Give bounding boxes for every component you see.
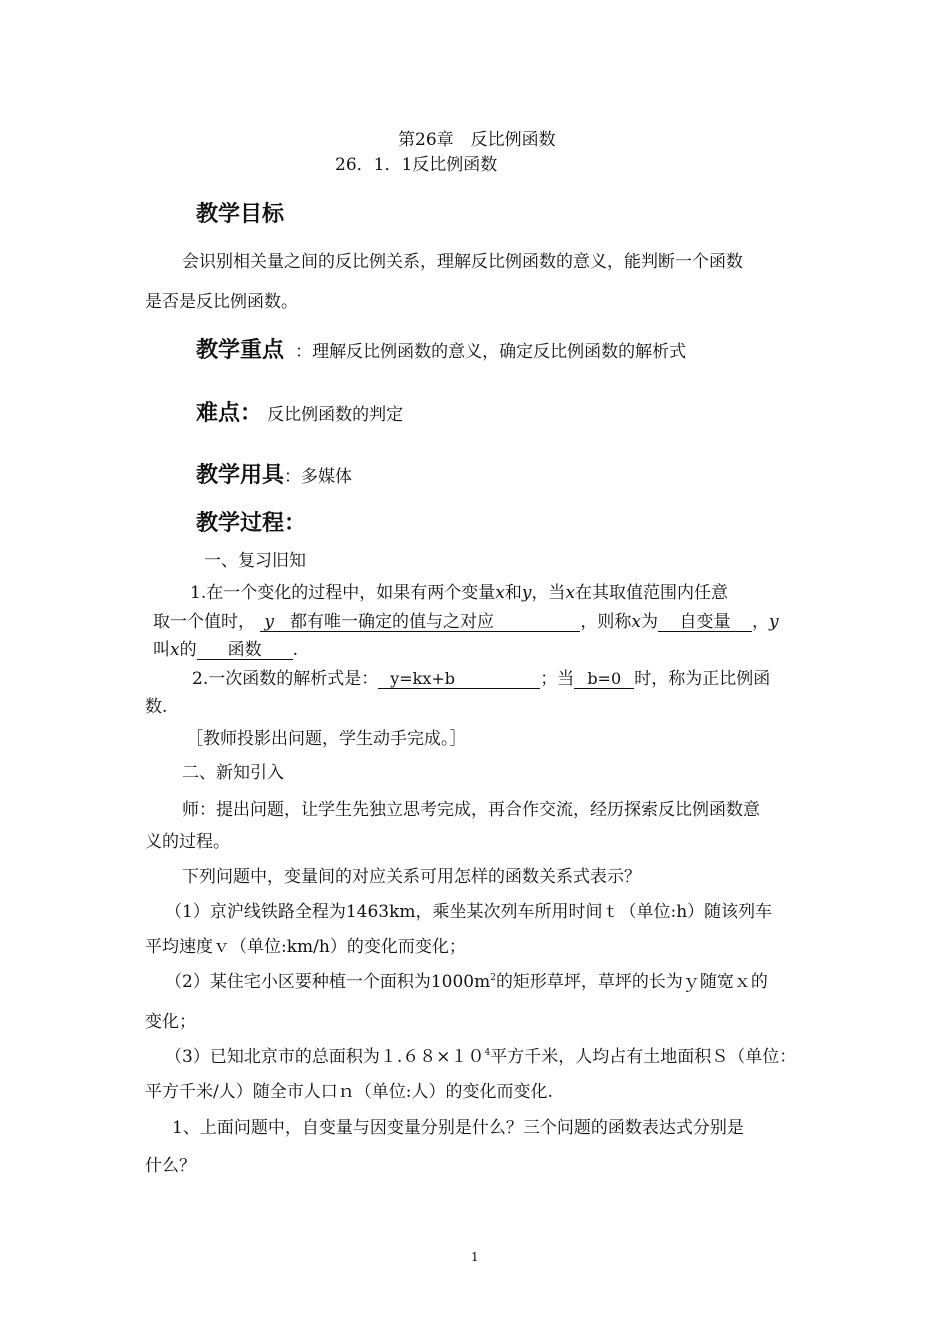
blank-function: 函数 [197,641,293,660]
intro-title: 二、新知引入 [182,763,284,783]
section-title: 26．1．1反比例函数 [335,155,498,175]
p3-text-b: 平方千米，人均占有土地面积Ｓ（单位： [490,1047,797,1067]
p2-text-b: 的矩形草坪，草坪的长为ｙ随宽ｘ的 [495,972,768,992]
q1-text-b: ，当 [531,583,566,603]
q2-text-b: ；当 [540,669,575,689]
var-y-2: y [769,612,779,632]
tools-heading: 教学用具 [196,463,285,488]
p2-text-a: （2）某住宅小区要种植一个面积为1000m [165,972,491,992]
intro-question: 下列问题中，变量间的对应关系可用怎样的函数关系式表示？ [182,867,641,887]
var-x: x [495,583,505,603]
blank-b0: b=0 [574,670,634,689]
var-x-3: x [631,612,641,632]
q1-as: 为 [641,612,658,632]
review-note: ［教师投影出问题，学生动手完成。］ [186,729,467,749]
process-heading: 教学过程： [196,511,307,536]
blank-independent: 自变量 [658,613,752,632]
teacher-line2: 义的过程。 [145,832,230,852]
q1-line2-text: 取一个值时， [153,612,255,632]
review-q2-line2: 数. [145,697,168,717]
problem1-line2: 平均速度ｖ（单位:km/h）的变化而变化； [145,937,466,957]
problem2-line1 [165,967,768,992]
q1-end: . [292,640,298,660]
blank-y: y [264,612,275,632]
difficulty-text: 反比例函数的判定 [267,405,404,425]
q2-text-a: 2.一次函数的解析式是： [192,669,379,689]
p2-superscript: 2 [490,973,496,983]
teacher-line1: 师：提出问题，让学生先独立思考完成，再合作交流，经历探索反比例函数意 [182,800,760,820]
goal-text-line2: 是否是反比例函数。 [145,292,298,312]
difficulty-row [196,396,403,427]
review-title: 一、复习旧知 [204,551,306,571]
p3-text-a: （3）已知北京市的总面积为１.６８×１０ [165,1047,485,1067]
blank-y-rest: 都有唯一确定的值与之对应 [290,612,495,632]
problem1-line1: （1）京沪线铁路全程为1463km，乘坐某次列车所用时间ｔ（单位:h）随该列车 [165,902,773,922]
goal-heading: 教学目标 [196,202,285,227]
question1-line2: 什么？ [145,1156,196,1176]
p3-superscript: 4 [484,1048,491,1058]
problem2-line2: 变化； [145,1012,196,1032]
blank-dependent [260,613,580,632]
q1-of: 的 [179,640,197,660]
page-number: 1 [471,1250,479,1264]
var-y: y [521,583,532,603]
var-x-4: x [170,640,180,660]
review-q1-line2 [153,607,779,632]
review-q1-line3 [153,635,298,660]
key-point-text: ：理解反比例函数的意义，确定反比例函数的解析式 [295,342,687,362]
q2-text-c: 时，称为正比例函 [634,669,771,689]
q1-and: 和 [504,583,522,603]
goal-text-line1: 会识别相关量之间的反比例关系，理解反比例函数的意义，能判断一个函数 [182,252,743,272]
tools-text: ：多媒体 [284,467,353,487]
problem3-line1 [165,1042,796,1067]
problem3-line2: 平方千米/人）随全市人口ｎ（单位:人）的变化而变化. [145,1082,553,1102]
chapter-title: 第26章 反比例函数 [398,130,556,150]
question1-line1: 1、上面问题中，自变量与因变量分别是什么？三个问题的函数表达式分别是 [172,1118,744,1138]
q1-then: ，则称 [580,612,632,632]
key-point-row [196,333,686,364]
blank-linear: y=kx+b [378,670,540,689]
q1-text-c: 在其取值范围内任意 [575,583,729,603]
key-point-heading: 教学重点 [196,338,285,363]
q1-text-a: 1.在一个变化的过程中，如果有两个变量 [190,583,496,603]
var-x-2: x [565,583,576,603]
review-q1-line1 [190,578,728,603]
q1-comma: ， [752,612,769,632]
review-q2-line1 [192,664,770,689]
q1-line3-text: 叫 [153,640,170,660]
difficulty-heading: 难点： [196,401,263,426]
tools-row [196,458,352,489]
